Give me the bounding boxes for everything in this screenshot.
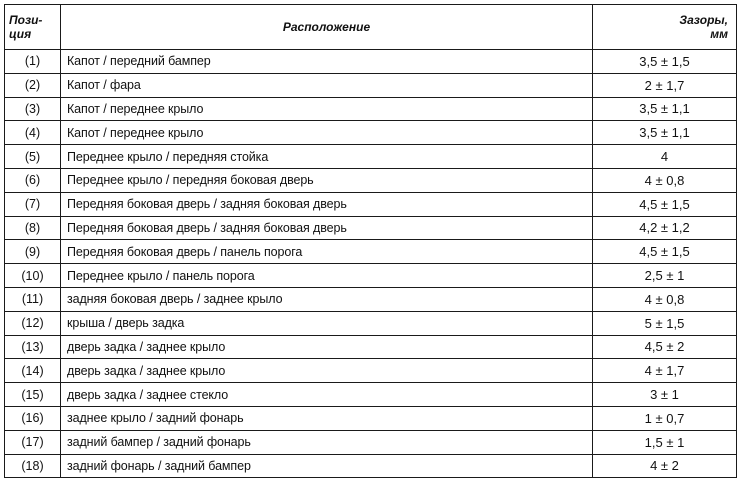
location-cell: задний бампер / задний фонарь: [61, 430, 593, 454]
location-cell: Передняя боковая дверь / задняя боковая дверь: [61, 192, 593, 216]
position-cell: (11): [5, 287, 61, 311]
location-cell: Передняя боковая дверь / задняя боковая дверь: [61, 216, 593, 240]
table-row: [5, 240, 737, 264]
position-cell: (2): [5, 73, 61, 97]
position-cell: (8): [5, 216, 61, 240]
gap-cell: 2 ± 1,7: [593, 73, 737, 97]
table-body: [5, 50, 737, 478]
location-cell: Капот / передний бампер: [61, 50, 593, 74]
gap-cell: 4: [593, 145, 737, 169]
table-row: [5, 287, 737, 311]
table-row: [5, 121, 737, 145]
position-cell: (18): [5, 454, 61, 478]
position-cell: (9): [5, 240, 61, 264]
table-row: [5, 216, 737, 240]
table-row: [5, 145, 737, 169]
position-cell: (10): [5, 264, 61, 288]
location-cell: Капот / переднее крыло: [61, 121, 593, 145]
location-cell: Переднее крыло / передняя боковая дверь: [61, 168, 593, 192]
location-cell: задний фонарь / задний бампер: [61, 454, 593, 478]
location-cell: задняя боковая дверь / заднее крыло: [61, 287, 593, 311]
location-cell: Передняя боковая дверь / панель порога: [61, 240, 593, 264]
gap-cell: 4,5 ± 1,5: [593, 192, 737, 216]
table-row: [5, 97, 737, 121]
position-cell: (4): [5, 121, 61, 145]
location-cell: Капот / фара: [61, 73, 593, 97]
location-cell: крыша / дверь задка: [61, 311, 593, 335]
gap-cell: 3,5 ± 1,1: [593, 121, 737, 145]
position-cell: (13): [5, 335, 61, 359]
gap-cell: 4 ± 0,8: [593, 168, 737, 192]
gap-cell: 1 ± 0,7: [593, 406, 737, 430]
location-cell: заднее крыло / задний фонарь: [61, 406, 593, 430]
location-cell: дверь задка / заднее крыло: [61, 335, 593, 359]
gap-cell: 5 ± 1,5: [593, 311, 737, 335]
table-row: [5, 168, 737, 192]
table-header-row: [5, 5, 737, 50]
gap-cell: 4,5 ± 1,5: [593, 240, 737, 264]
gap-cell: 3,5 ± 1,5: [593, 50, 737, 74]
gap-cell: 4,2 ± 1,2: [593, 216, 737, 240]
table-row: [5, 454, 737, 478]
table-row: [5, 264, 737, 288]
table-row: [5, 335, 737, 359]
gaps-document: [4, 4, 736, 488]
table-row: [5, 50, 737, 74]
location-cell: Переднее крыло / передняя стойка: [61, 145, 593, 169]
position-cell: (15): [5, 383, 61, 407]
position-cell: (14): [5, 359, 61, 383]
position-cell: (16): [5, 406, 61, 430]
header-position: Пози- ция: [5, 5, 61, 50]
gap-cell: 3 ± 1: [593, 383, 737, 407]
gap-cell: 4,5 ± 2: [593, 335, 737, 359]
position-cell: (17): [5, 430, 61, 454]
table-row: [5, 383, 737, 407]
position-cell: (12): [5, 311, 61, 335]
table-row: [5, 73, 737, 97]
gap-cell: 4 ± 2: [593, 454, 737, 478]
table-row: [5, 192, 737, 216]
header-gaps: Зазоры, мм: [593, 5, 737, 50]
location-cell: Переднее крыло / панель порога: [61, 264, 593, 288]
position-cell: (5): [5, 145, 61, 169]
gap-cell: 1,5 ± 1: [593, 430, 737, 454]
position-cell: (7): [5, 192, 61, 216]
gaps-table: [4, 4, 737, 478]
location-cell: дверь задка / заднее стекло: [61, 383, 593, 407]
gap-cell: 3,5 ± 1,1: [593, 97, 737, 121]
location-cell: Капот / переднее крыло: [61, 97, 593, 121]
table-row: [5, 359, 737, 383]
table-row: [5, 406, 737, 430]
position-cell: (3): [5, 97, 61, 121]
position-cell: (1): [5, 50, 61, 74]
table-row: [5, 311, 737, 335]
table-row: [5, 430, 737, 454]
gap-cell: 4 ± 0,8: [593, 287, 737, 311]
header-location: Расположение: [61, 5, 593, 50]
location-cell: дверь задка / заднее крыло: [61, 359, 593, 383]
position-cell: (6): [5, 168, 61, 192]
gap-cell: 2,5 ± 1: [593, 264, 737, 288]
gap-cell: 4 ± 1,7: [593, 359, 737, 383]
